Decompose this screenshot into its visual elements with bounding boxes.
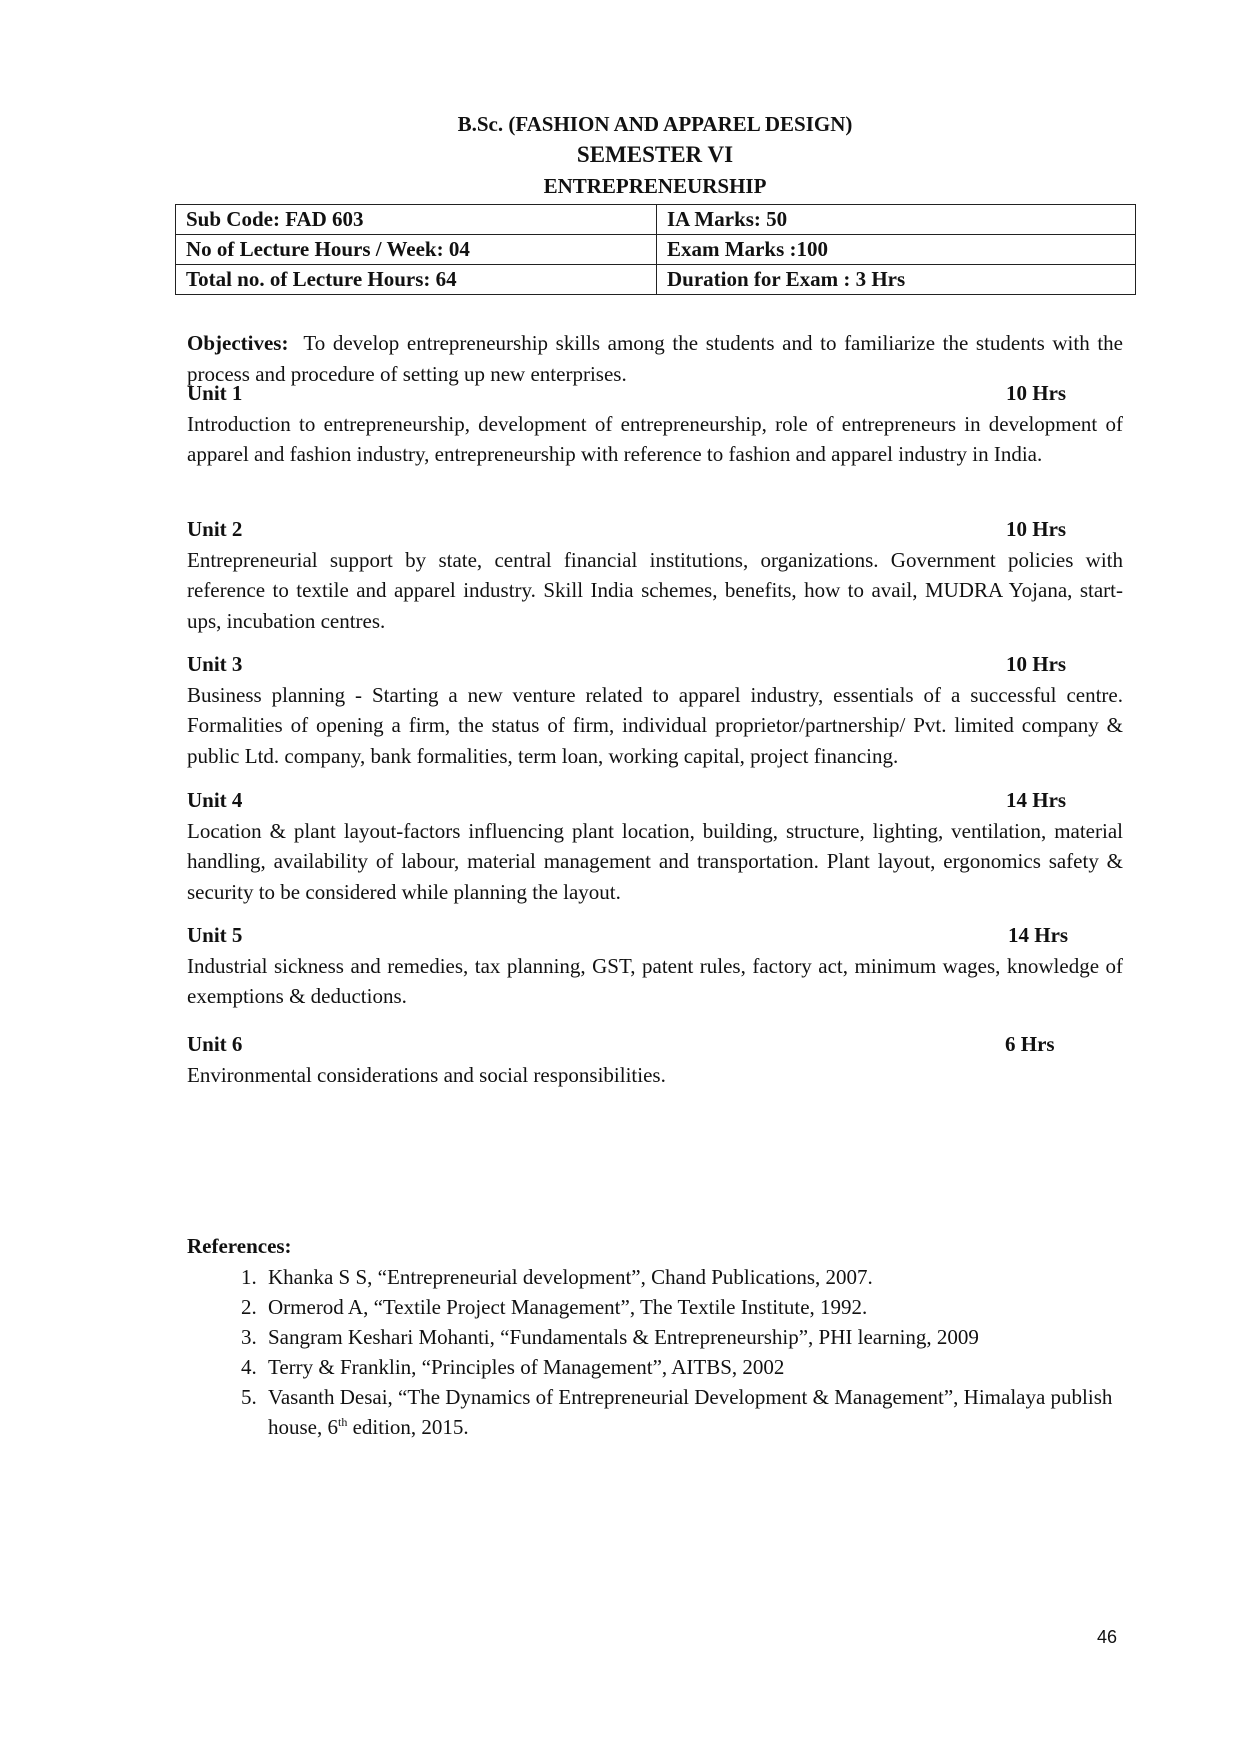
course-title: ENTREPRENEURSHIP xyxy=(543,174,767,198)
unit-hours: 6 Hrs xyxy=(1005,1032,1055,1056)
unit-title: Unit 2 xyxy=(187,517,243,541)
list-item xyxy=(262,1382,1162,1442)
lecture-hours-week-cell: No of Lecture Hours / Week: 04 xyxy=(176,235,657,265)
unit-title: Unit 5 xyxy=(187,923,243,947)
references-title: References: xyxy=(187,1234,292,1258)
unit-description: Introduction to entrepreneurship, development of entrepreneurship, role of entrepreneurs in development of apparel and fashion industry, entrepreneurship with reference to fashion and apparel industry in India. xyxy=(187,411,1123,466)
exam-duration-cell: Duration for Exam : 3 Hrs xyxy=(657,265,1136,295)
total-lecture-hours-cell: Total no. of Lecture Hours: 64 xyxy=(176,265,657,295)
unit-2-section xyxy=(187,514,1123,636)
unit-5-section xyxy=(187,920,1123,1012)
unit-description: Business planning - Starting a new venture related to apparel industry, essentials of a successful centre. Formalities of opening a firm, the status of firm, individual proprietor/partnership/ Pvt. limited company & public Ltd. company, bank formalities, term loan, working capital, project financing. xyxy=(187,682,1123,768)
reference-text: Vasanth Desai, “The Dynamics of Entrepreneurial Development & Management”, Himalaya publish house, 6 xyxy=(268,1385,1113,1439)
unit-title: Unit 4 xyxy=(187,788,243,812)
unit-title: Unit 1 xyxy=(187,381,243,405)
unit-hours: 14 Hrs xyxy=(1008,923,1069,947)
objectives-text: To develop entrepreneurship skills among the students and to familiarize the students with the process and procedure of setting up new enterprises. xyxy=(187,331,1123,386)
sub-code-cell: Sub Code: FAD 603 xyxy=(176,205,657,235)
list-item: 1. Khanka S S, “Entrepreneurial development”, Chand Publications, 2007. xyxy=(262,1262,1162,1292)
reference-text-end: edition, 2015. xyxy=(347,1415,469,1439)
unit-description: Entrepreneurial support by state, central financial institutions, organizations. Government policies with reference to textile and apparel industry. Skill India schemes, benefits, how to avail, MUDRA Yojana, start-ups, incubation centres. xyxy=(187,547,1123,633)
ordinal-superscript: th xyxy=(338,1415,348,1429)
list-item: 2. Ormerod A, “Textile Project Management”, The Textile Institute, 1992. xyxy=(262,1292,1162,1322)
unit-6-section xyxy=(187,1029,1123,1090)
page-number: 46 xyxy=(1097,1627,1118,1647)
table-row xyxy=(176,235,1136,265)
unit-hours: 10 Hrs xyxy=(1006,652,1067,676)
semester-title: SEMESTER VI xyxy=(576,142,734,167)
unit-description: Location & plant layout-factors influencing plant location, building, structure, lighting, ventilation, material handling, availability of labour, material management and transportation. Plant layout, ergonomics safety & security to be considered while planning the layout. xyxy=(187,818,1123,904)
table-row xyxy=(176,265,1136,295)
unit-description: Industrial sickness and remedies, tax planning, GST, patent rules, factory act, minimum wages, knowledge of exemptions & deductions. xyxy=(187,953,1123,1008)
unit-hours: 10 Hrs xyxy=(1006,381,1067,405)
unit-title: Unit 3 xyxy=(187,652,243,676)
unit-1-section xyxy=(187,378,1123,470)
references-list xyxy=(225,1262,1162,1442)
unit-description: Environmental considerations and social responsibilities. xyxy=(187,1062,666,1087)
program-title: B.Sc. (FASHION AND APPAREL DESIGN) xyxy=(457,112,853,136)
list-item: 3. Sangram Keshari Mohanti, “Fundamentals & Entrepreneurship”, PHI learning, 2009 xyxy=(262,1322,1162,1352)
unit-3-section xyxy=(187,649,1123,771)
list-item: 4. Terry & Franklin, “Principles of Management”, AITBS, 2002 xyxy=(262,1352,1162,1382)
unit-title: Unit 6 xyxy=(187,1032,243,1056)
course-info-table xyxy=(175,204,1136,295)
ia-marks-cell: IA Marks: 50 xyxy=(657,205,1136,235)
exam-marks-cell: Exam Marks :100 xyxy=(657,235,1136,265)
unit-hours: 10 Hrs xyxy=(1006,517,1067,541)
table-row xyxy=(176,205,1136,235)
objectives-label: Objectives: xyxy=(187,331,289,355)
unit-hours: 14 Hrs xyxy=(1006,788,1067,812)
unit-4-section xyxy=(187,785,1123,907)
